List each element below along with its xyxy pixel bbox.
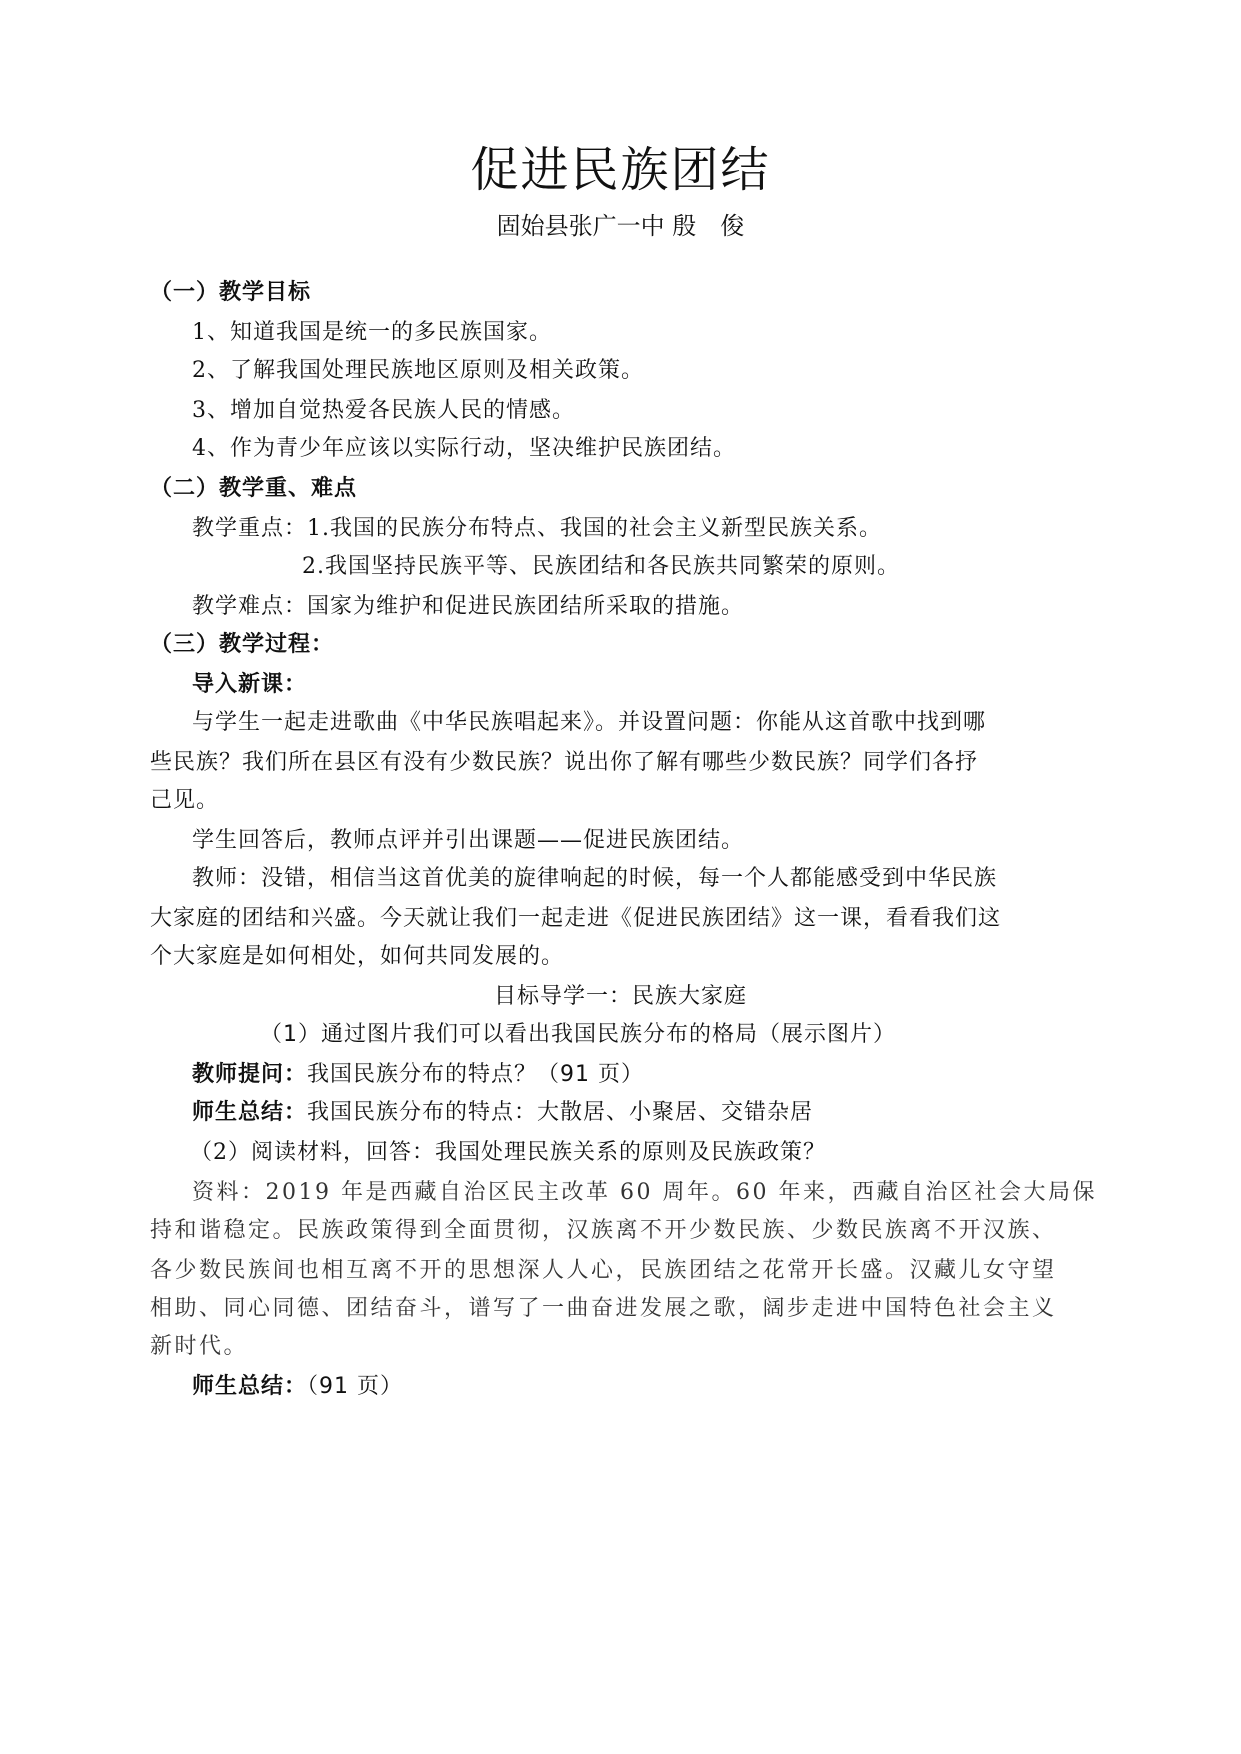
paragraph-line: 大家庭的团结和兴盛。今天就让我们一起走进《促进民族团结》这一课，看看我们这 <box>150 906 1002 931</box>
summary-line <box>192 1098 813 1128</box>
key-point-text: 1.我国的民族分布特点、我国的社会主义新型民族关系。 <box>307 516 883 541</box>
summary-text: 我国民族分布的特点：大散居、小聚居、交错杂居 <box>307 1100 814 1125</box>
step-line: （1）通过图片我们可以看出我国民族分布的格局（展示图片） <box>260 1022 896 1047</box>
question-text: 我国民族分布的特点？（91 页） <box>307 1062 645 1087</box>
paragraph-line: 学生回答后，教师点评并引出课题——促进民族团结。 <box>192 828 745 853</box>
section-heading-objectives: （一）教学目标 <box>150 280 312 305</box>
material-line: 新时代。 <box>150 1334 249 1359</box>
goal-title: 目标导学一：民族大家庭 <box>493 984 747 1009</box>
objective-item: 4、作为青少年应该以实际行动，坚决维护民族团结。 <box>192 436 736 461</box>
paragraph-line: 己见。 <box>150 788 220 813</box>
material-line: 各少数民族间也相互离不开的思想深人人心，民族团结之花常开长盛。汉藏儿女守望 <box>150 1258 1057 1283</box>
question-line <box>192 1060 644 1090</box>
key-point-line-2: 2.我国坚持民族平等、民族团结和各民族共同繁荣的原则。 <box>302 554 900 579</box>
difficult-point-label: 教学难点： <box>192 594 308 619</box>
summary-label: 师生总结： <box>192 1374 308 1399</box>
page-title: 促进民族团结 <box>470 142 771 198</box>
material-line: 资料：2019 年是西藏自治区民主改革 60 周年。60 年来，西藏自治区社会大局保 <box>192 1180 1097 1205</box>
section-heading-process: （三）教学过程： <box>150 632 335 657</box>
difficult-point-text: 国家为维护和促进民族团结所采取的措施。 <box>307 594 745 619</box>
paragraph-line: 些民族？我们所在县区有没有少数民族？说出你了解有哪些少数民族？同学们各抒 <box>150 750 979 775</box>
summary-label: 师生总结： <box>192 1100 308 1125</box>
paragraph-line: 教师：没错，相信当这首优美的旋律响起的时候，每一个人都能感受到中华民族 <box>192 866 998 891</box>
question-label: 教师提问： <box>192 1062 308 1087</box>
summary-text: （91 页） <box>307 1374 404 1399</box>
intro-heading: 导入新课： <box>192 672 308 697</box>
section-heading-key-points: （二）教学重、难点 <box>150 476 358 501</box>
objective-item: 1、知道我国是统一的多民族国家。 <box>192 320 552 345</box>
key-point-label: 教学重点： <box>192 516 308 541</box>
summary-line <box>192 1372 403 1402</box>
material-line: 相助、同心同德、团结奋斗，谱写了一曲奋进发展之歌，阔步走进中国特色社会主义 <box>150 1296 1057 1321</box>
difficult-point-line <box>192 592 744 622</box>
objective-item: 3、增加自觉热爱各民族人民的情感。 <box>192 398 575 423</box>
author-line: 固始县张广一中 殷 俊 <box>496 212 745 240</box>
paragraph-line: 个大家庭是如何相处，如何共同发展的。 <box>150 944 565 969</box>
step-line: （2）阅读材料，回答：我国处理民族关系的原则及民族政策？ <box>190 1140 826 1165</box>
objective-item: 2、了解我国处理民族地区原则及相关政策。 <box>192 358 644 383</box>
key-point-line <box>192 514 882 544</box>
material-line: 持和谐稳定。民族政策得到全面贯彻，汉族离不开少数民族、少数民族离不开汉族、 <box>150 1218 1057 1243</box>
paragraph-line: 与学生一起走进歌曲《中华民族唱起来》。并设置问题：你能从这首歌中找到哪 <box>192 710 987 735</box>
